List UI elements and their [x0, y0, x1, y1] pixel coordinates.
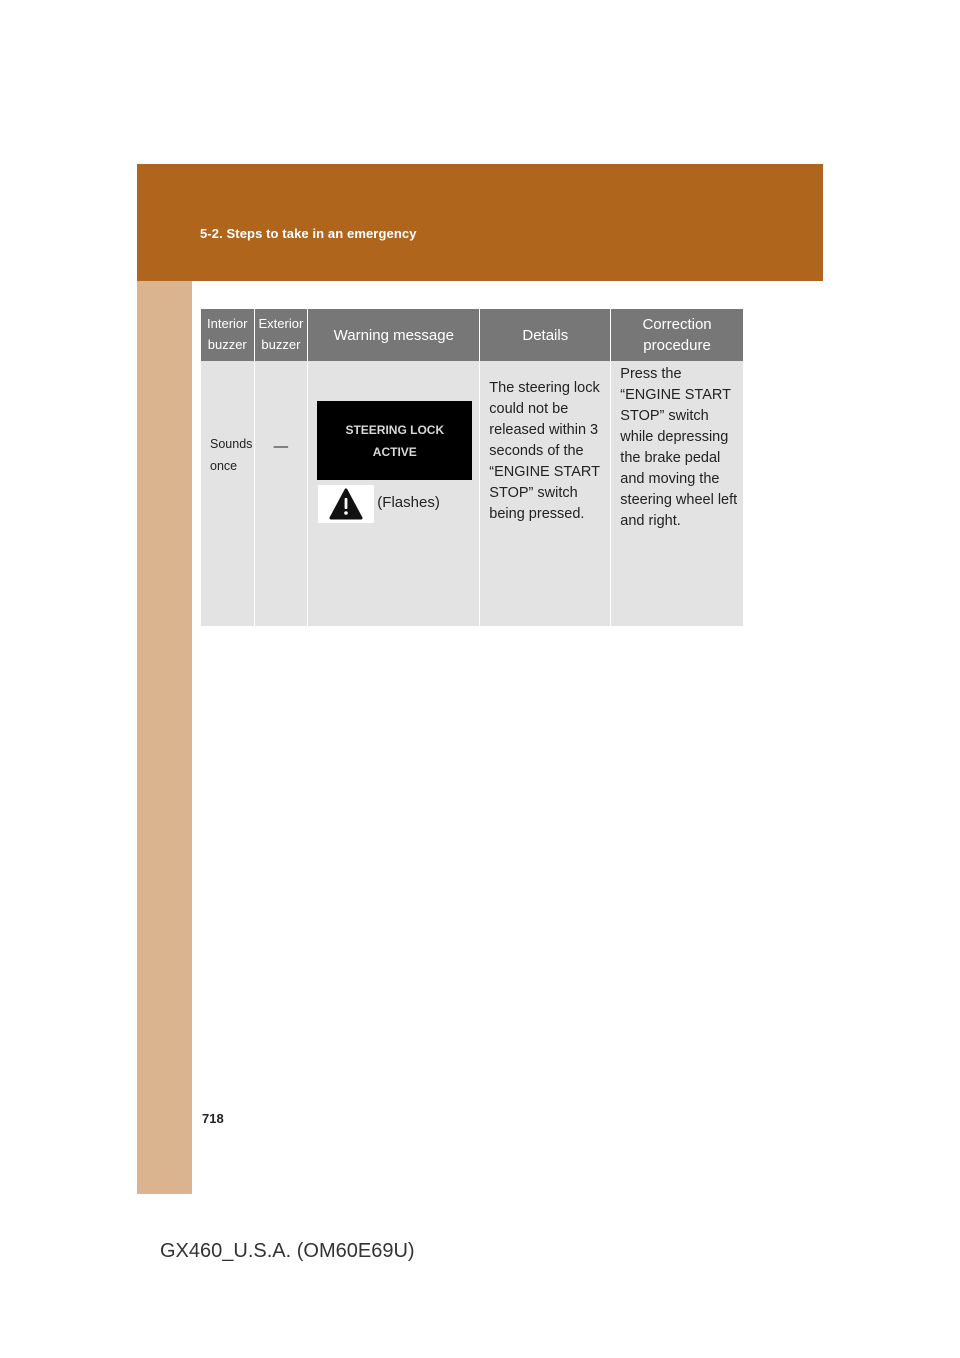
- col-correction-procedure: Correction procedure: [611, 309, 743, 361]
- interior-buzzer-cell: Sounds once: [201, 361, 254, 626]
- warning-icon-box: [318, 485, 374, 523]
- flash-note: (Flashes): [377, 494, 440, 511]
- table-header-row: [201, 309, 743, 361]
- warning-triangle-icon: [318, 485, 374, 523]
- exterior-buzzer-cell: —: [254, 361, 308, 626]
- warning-table: [201, 309, 743, 626]
- col-details: Details: [480, 309, 611, 361]
- page-number: 718: [202, 1111, 224, 1126]
- display-line-1: STEERING LOCK: [345, 423, 445, 437]
- col-exterior-buzzer: Exterior buzzer: [254, 309, 308, 361]
- warning-message-cell: [308, 361, 480, 626]
- table-row: [201, 361, 743, 626]
- col-warning-message: Warning message: [308, 309, 480, 361]
- side-tab: [137, 281, 192, 1194]
- details-cell: The steering lock could not be released within 3 seconds of the “ENGINE START STOP” switch being pressed.: [480, 361, 611, 626]
- display-line-2: ACTIVE: [372, 445, 417, 459]
- manual-code: GX460_U.S.A. (OM60E69U): [160, 1240, 415, 1262]
- section-title: 5-2. Steps to take in an emergency: [200, 226, 417, 241]
- col-interior-buzzer: Interior buzzer: [201, 309, 254, 361]
- header-band: [137, 164, 823, 281]
- steering-lock-display: [317, 401, 472, 480]
- correction-cell: Press the “ENGINE START STOP” switch while depressing the brake pedal and moving the steering wheel left and right.: [611, 361, 743, 626]
